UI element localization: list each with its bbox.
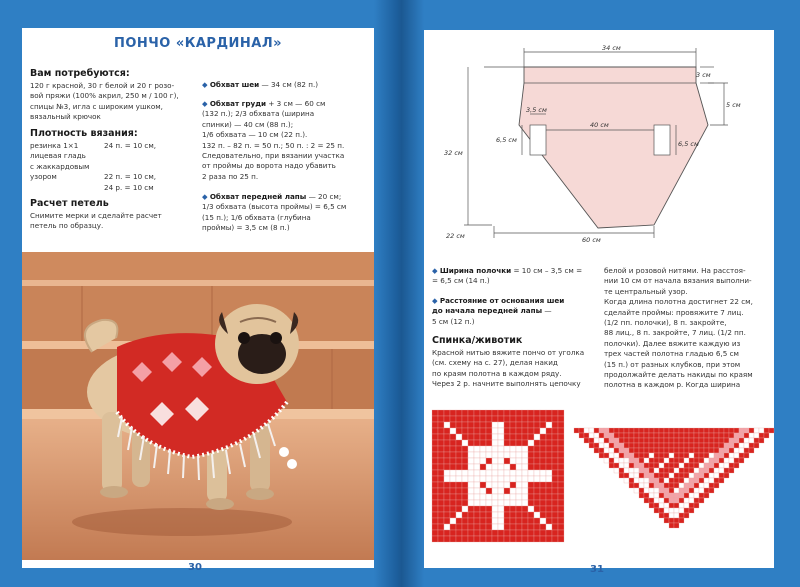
density-labels: резинка 1×1 лицевая гладь с жаккардовым узором <box>30 141 90 182</box>
dim-armhole-height-left: 6,5 см <box>496 136 517 144</box>
materials-heading: Вам потребуются: <box>30 68 130 79</box>
calc-heading: Расчет петель <box>30 198 109 209</box>
triangle-knitting-chart <box>574 428 774 532</box>
pug-illustration <box>22 252 374 560</box>
dim-armhole-width: 3,5 см <box>526 106 547 114</box>
book-gutter <box>374 0 424 587</box>
poncho-pattern-diagram <box>424 30 774 250</box>
page-title: ПОНЧО «КАРДИНАЛ» <box>113 36 283 51</box>
instructions-text: белой и розовой нитями. На расстоя- нии 10 см от начала вязания выполни- те центральный узор. Когда длина полотна достигнет 22 см, сделайте проймы: провяжите 7 лиц. (1/2 пп. полочки), 8 п. закройте, 88 лиц., 8 п. закройте, 7 лиц. (1/2 пп. полочки). Далее вяжите каждую из трех частей полотна гладью 6,5 см (15 п.) от разных клубков, при этом продолжайте делать накиды по краям полотна в каждом р. Когда ширина <box>604 266 753 390</box>
neck-to-leg-text: ◆ Расстояние от основания шеи до начала передней лапы — 5 см (12 п.) <box>432 296 565 326</box>
front-width-text: ◆ Ширина полочки = 10 см – 3,5 см = = 6,5 см (14 п.) <box>432 266 583 286</box>
back-belly-text: Красной нитью вяжите пончо от уголка (см. схему на с. 27), делая накид по краям полотна в каждом ряду. Через 2 р. начните выполнять цепочку <box>432 348 585 389</box>
neck-measure: ◆ Обхват шеи — 34 см (82 п.) <box>202 80 319 89</box>
dim-armhole-height-right: 6,5 см <box>678 140 699 148</box>
back-belly-heading: Спинка/животик <box>432 335 523 346</box>
dim-total-height: 32 см <box>444 149 463 157</box>
page-number: 30 <box>188 562 202 573</box>
left-page <box>22 28 374 573</box>
calc-text: Снимите мерки и сделайте расчет петель по образцу. <box>30 211 162 231</box>
dim-collar-height: 3 см <box>696 71 711 79</box>
front-leg-measure: ◆ Обхват передней лапы — 20 см; 1/3 обхвата (высота проймы) = 6,5 см (15 п.); 1/6 обхвата (глубина проймы) = 3,5 см (8 п.) <box>202 192 347 233</box>
dim-bottom-width: 60 см <box>582 236 601 244</box>
page-number: 31 <box>590 564 604 575</box>
materials-text: 120 г красной, 30 г белой и 20 г розо- вой пряжи (100% акрил, 250 м / 100 г), спицы №3, игла с широким ушком, вязальный крючок <box>30 81 179 122</box>
dim-top-width: 34 см <box>602 44 621 52</box>
dog-photo <box>22 252 374 560</box>
right-page <box>424 30 774 575</box>
dim-bottom-offset: 22 см <box>446 232 465 240</box>
dim-side-height: 5 см <box>726 101 741 109</box>
snowflake-knitting-chart <box>432 410 564 542</box>
chest-measure: ◆ Обхват груди + 3 см — 60 см (132 п.); 2/3 обхвата (ширина спинки) — 40 см (88 п.); 1/6 обхвата — 10 см (22 п.). 132 п. – 82 п. = 50 п.; 50 п. : 2 = 25 п. Следовательно, при вязании участка от проймы до ворота надо убавить 2 раза по 25 п. <box>202 99 345 181</box>
density-heading: Плотность вязания: <box>30 128 138 139</box>
density-values: 24 п. = 10 см, 22 п. = 10 см, 24 р. = 10 см <box>104 141 157 192</box>
dim-armhole-distance: 40 см <box>590 121 609 129</box>
